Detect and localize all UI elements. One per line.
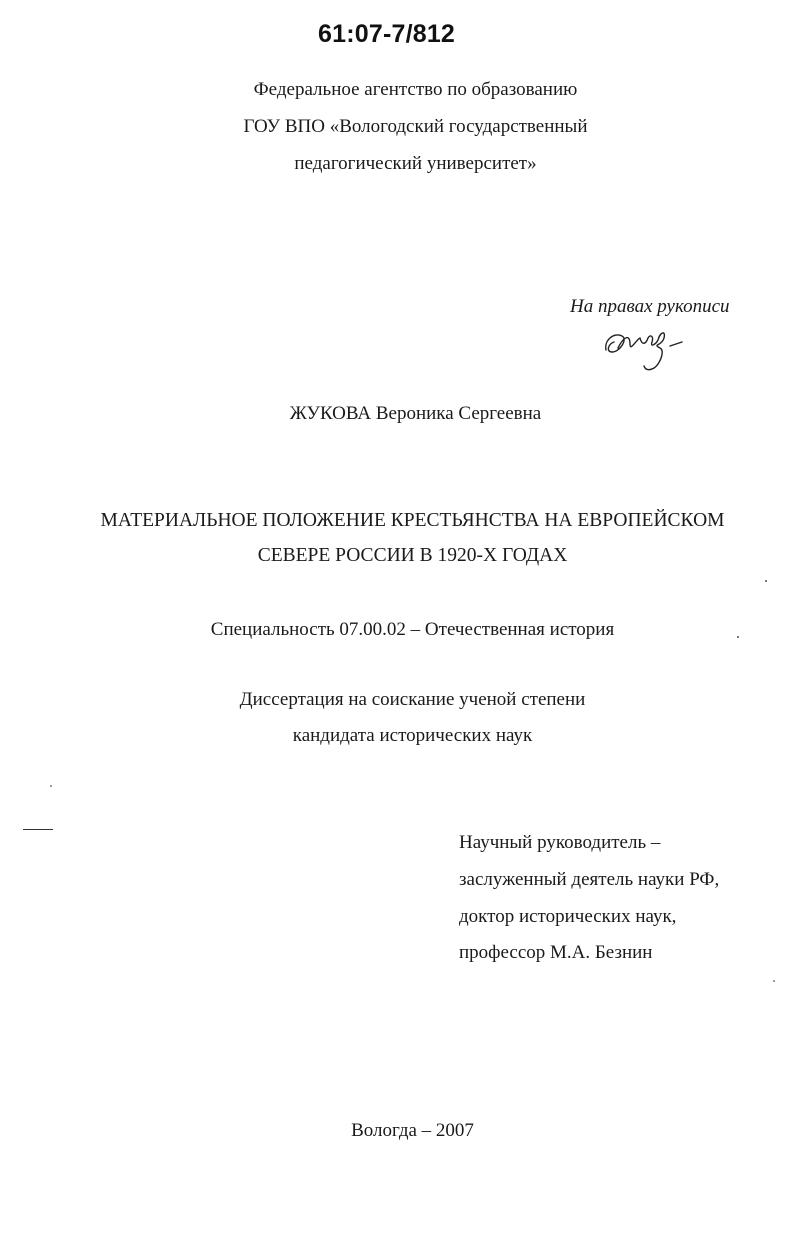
supervisor-line-1: Научный руководитель –	[459, 832, 661, 853]
scan-artifact	[23, 829, 53, 830]
dissertation-title-line-1: МАТЕРИАЛЬНОЕ ПОЛОЖЕНИЕ КРЕСТЬЯНСТВА НА ЕВРОПЕЙСКОМ	[100, 510, 725, 531]
author-name: ЖУКОВА Вероника Сергеевна	[289, 403, 542, 424]
specialty: Специальность 07.00.02 – Отечественная история	[210, 619, 615, 640]
organization-line-1: Федеральное агентство по образованию	[253, 79, 578, 100]
scan-artifact	[773, 980, 775, 982]
degree-line-1: Диссертация на соискание ученой степени	[239, 689, 586, 710]
author-signature	[600, 322, 690, 377]
scan-artifact	[765, 580, 767, 582]
catalog-number: 61:07-7/812	[318, 20, 456, 48]
scan-artifact	[737, 636, 739, 638]
dissertation-title-line-2: СЕВЕРЕ РОССИИ В 1920-Х ГОДАХ	[257, 545, 568, 566]
organization-line-3: педагогический университет»	[294, 153, 537, 174]
scan-artifact	[50, 785, 52, 787]
supervisor-line-3: доктор исторических наук,	[459, 906, 677, 927]
supervisor-line-2: заслуженный деятель науки РФ,	[459, 869, 720, 890]
manuscript-rights-note: На правах рукописи	[570, 296, 730, 317]
organization-line-2: ГОУ ВПО «Вологодский государственный	[243, 116, 588, 137]
city-year: Вологда – 2007	[351, 1120, 474, 1141]
supervisor-line-4: профессор М.А. Безнин	[459, 942, 653, 963]
degree-line-2: кандидата исторических наук	[292, 725, 533, 746]
